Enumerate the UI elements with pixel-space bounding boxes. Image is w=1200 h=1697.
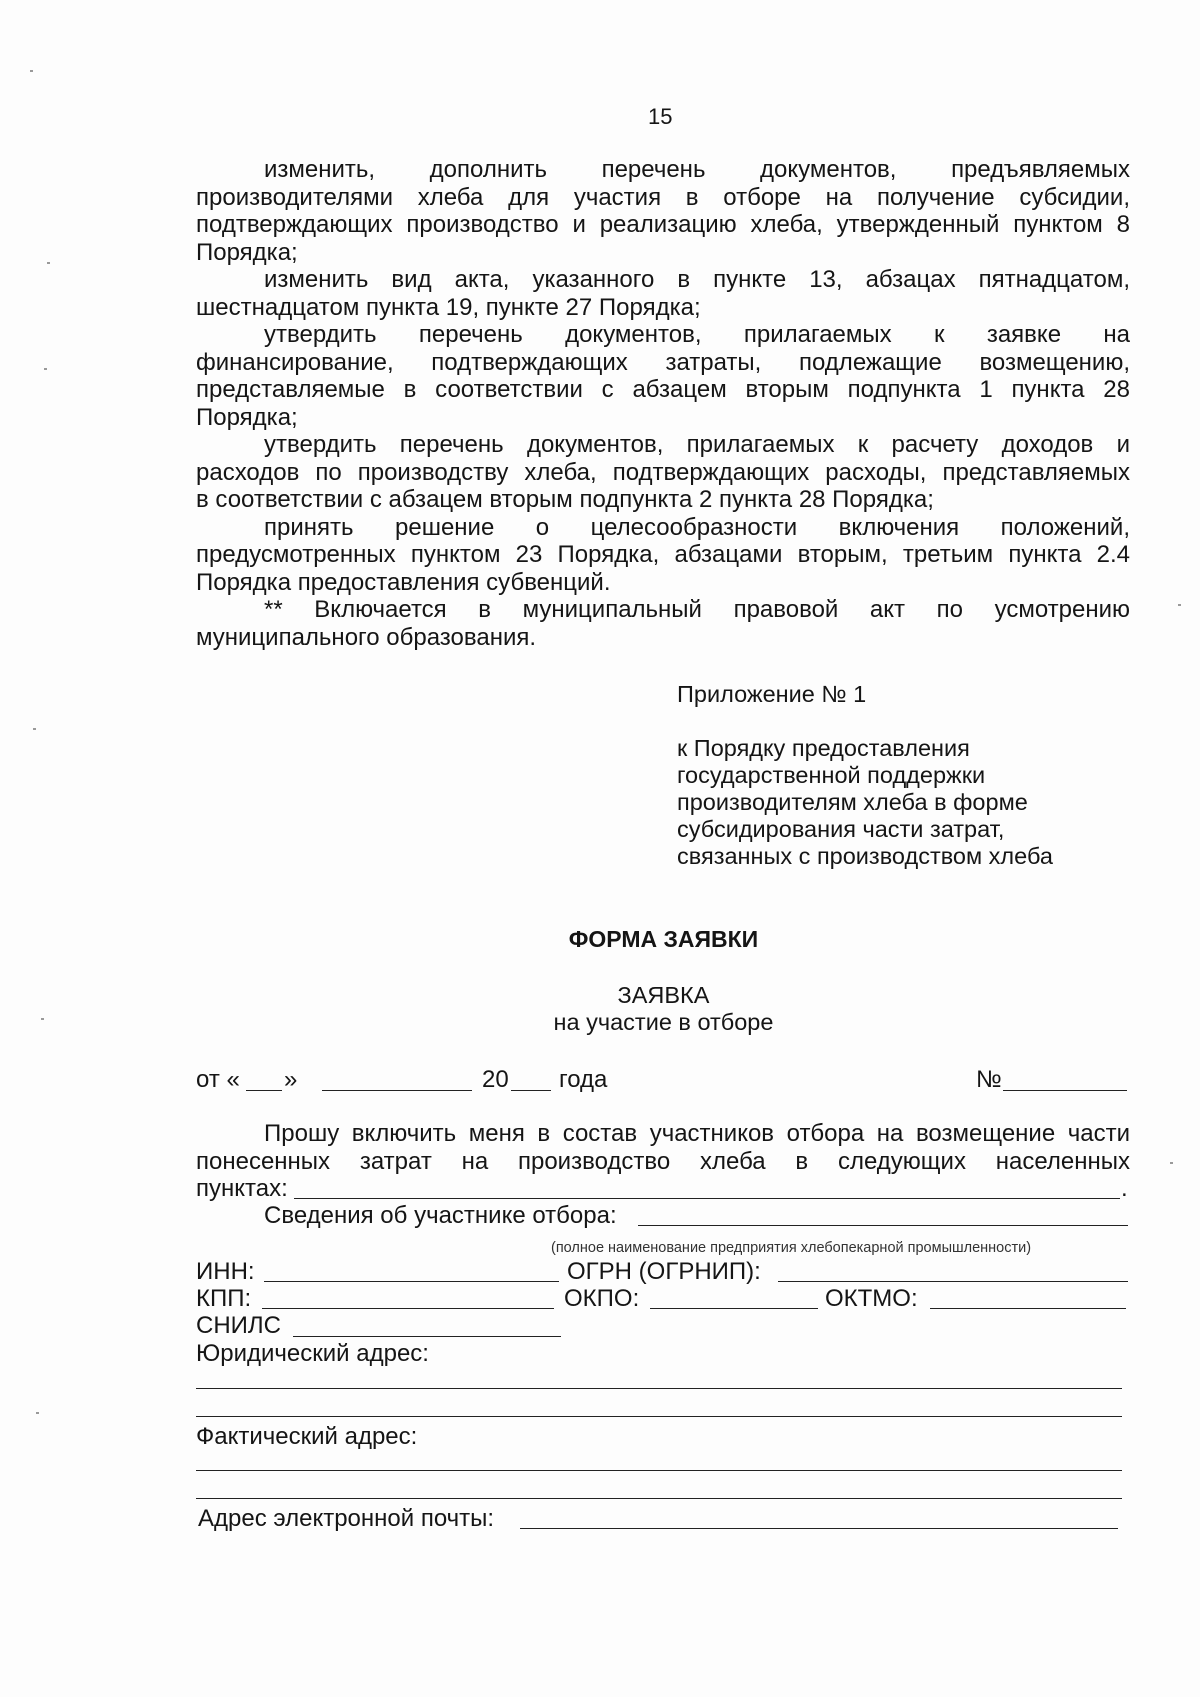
form-title: ЗАЯВКА	[617, 982, 710, 1008]
points-field[interactable]	[294, 1198, 1120, 1199]
paragraph-line: шестнадцатом пункта 19, пункте 27 Порядка;	[196, 293, 701, 321]
paragraph-line: изменить вид акта, указанного в пункте 13, абзацах пятнадцатом,	[264, 266, 1130, 293]
paragraph-line: расходов по производству хлеба, подтверждающих расходы, представляемых	[196, 458, 1130, 486]
email-label: Адрес электронной почты:	[198, 1505, 495, 1532]
paragraph-line: производителями хлеба для участия в отборе на получение субсидии,	[196, 183, 1130, 211]
page-number: 15	[648, 104, 673, 129]
appendix-line: связанных с производством хлеба	[677, 843, 1053, 869]
paragraph-line: Порядка предоставления субвенций.	[196, 568, 611, 596]
okpo-field[interactable]	[650, 1308, 818, 1309]
inn-field[interactable]	[264, 1281, 559, 1282]
year-field[interactable]	[511, 1090, 551, 1091]
snils-label: СНИЛС	[196, 1312, 281, 1339]
appendix-line: производителям хлеба в форме	[677, 789, 1028, 815]
paragraph-line: в соответствии с абзацем вторым подпункта 2 пункта 28 Порядка;	[196, 486, 934, 513]
email-field[interactable]	[520, 1528, 1118, 1529]
appendix-line: государственной поддержки	[677, 762, 986, 788]
paragraph-line: принять решение о целесообразности включения положений,	[264, 513, 1130, 541]
participant-label: Сведения об участнике отбора:	[264, 1202, 617, 1229]
scan-speck	[47, 262, 50, 264]
kpp-label: КПП:	[196, 1285, 252, 1312]
year-prefix: 20	[482, 1066, 509, 1093]
actual-address-field[interactable]	[196, 1470, 1122, 1471]
number-label: №	[976, 1066, 1002, 1093]
scan-speck	[30, 70, 33, 72]
date-close-quote: »	[284, 1066, 298, 1093]
paragraph-line: финансирование, подтверждающих затраты, подлежащие возмещению,	[196, 348, 1130, 376]
date-month-field[interactable]	[322, 1090, 472, 1091]
scan-speck	[1178, 604, 1181, 606]
legal-address-label: Юридический адрес:	[196, 1340, 429, 1367]
year-suffix: года	[559, 1066, 608, 1093]
form-subtitle: на участие в отборе	[553, 1009, 774, 1035]
paragraph-line: подтверждающих производство и реализацию хлеба, утвержденный пунктом 8	[196, 211, 1130, 238]
appendix-title: Приложение № 1	[677, 681, 867, 707]
form-heading: ФОРМА ЗАЯВКИ	[568, 926, 759, 952]
appendix-line: субсидирования части затрат,	[677, 816, 1005, 842]
footnote-line: муниципального образования.	[196, 623, 537, 651]
paragraph-line: утвердить перечень документов, прилагаемых к расчету доходов и	[264, 431, 1130, 458]
appendix-line: к Порядку предоставления	[677, 735, 970, 761]
paragraph-line: Порядка;	[196, 238, 298, 266]
date-from-label: от «	[196, 1066, 240, 1093]
inn-label: ИНН:	[196, 1258, 255, 1285]
paragraph-line: предусмотренных пунктом 23 Порядка, абзацами вторым, третьим пункта 2.4	[196, 541, 1130, 568]
legal-address-field[interactable]	[196, 1416, 1122, 1417]
request-line: понесенных затрат на производство хлеба в следующих населенных	[196, 1148, 1130, 1175]
ogrn-field[interactable]	[778, 1281, 1128, 1282]
oktmo-label: ОКТМО:	[825, 1285, 918, 1312]
points-label: пунктах:	[196, 1175, 288, 1202]
snils-field[interactable]	[293, 1336, 561, 1337]
scan-speck	[1170, 1162, 1173, 1164]
points-end: .	[1121, 1175, 1128, 1202]
participant-hint: (полное наименование предприятия хлебопекарной промышленности)	[551, 1240, 1032, 1256]
legal-address-field[interactable]	[196, 1388, 1122, 1389]
actual-address-field[interactable]	[196, 1498, 1122, 1499]
kpp-field[interactable]	[262, 1308, 554, 1309]
number-field[interactable]	[1003, 1090, 1127, 1091]
scan-speck	[36, 1412, 39, 1414]
scan-speck	[33, 728, 36, 730]
actual-address-label: Фактический адрес:	[196, 1423, 418, 1450]
paragraph-line: утвердить перечень документов, прилагаемых к заявке на	[264, 321, 1130, 348]
scan-speck	[44, 368, 47, 370]
date-day-field[interactable]	[246, 1090, 282, 1091]
paragraph-line: Порядка;	[196, 403, 298, 431]
participant-field[interactable]	[638, 1225, 1128, 1226]
oktmo-field[interactable]	[930, 1308, 1126, 1309]
footnote-line: ** Включается в муниципальный правовой акт по усмотрению	[264, 596, 1130, 623]
okpo-label: ОКПО:	[564, 1285, 640, 1312]
paragraph-line: представляемые в соответствии с абзацем вторым подпункта 1 пункта 28	[196, 376, 1130, 403]
paragraph-line: изменить, дополнить перечень документов, предъявляемых	[264, 156, 1130, 183]
request-line: Прошу включить меня в состав участников отбора на возмещение части	[264, 1120, 1130, 1147]
ogrn-label: ОГРН (ОГРНИП):	[567, 1258, 761, 1285]
